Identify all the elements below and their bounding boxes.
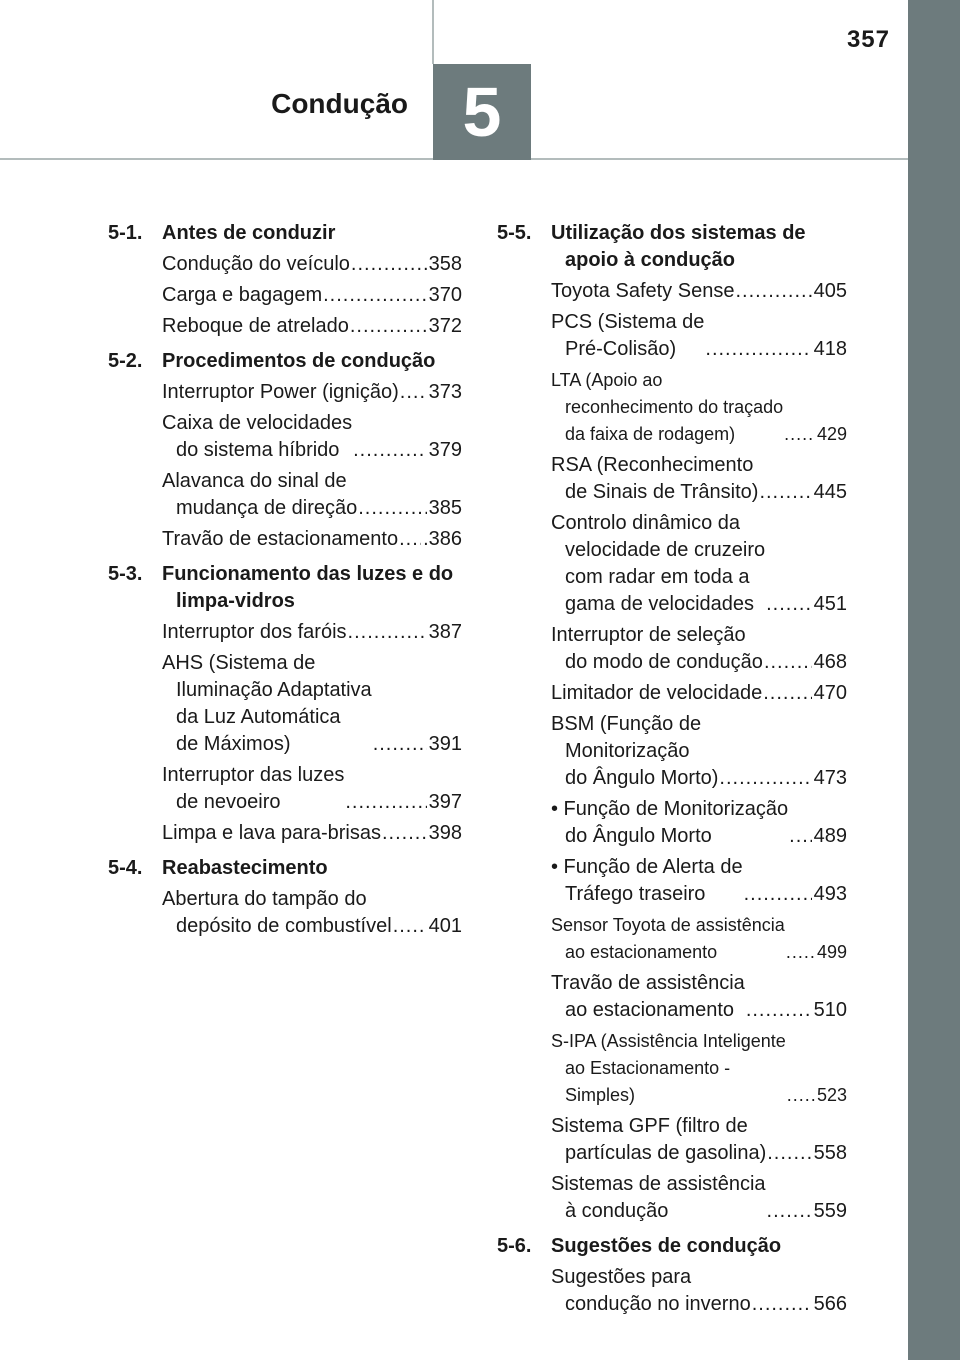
toc-entry-page: 558 bbox=[813, 1142, 847, 1164]
toc-entry-page: .386 bbox=[423, 528, 462, 550]
toc-entry[interactable] bbox=[108, 820, 462, 847]
toc-entry-page: 358 bbox=[428, 253, 462, 275]
dot-leader bbox=[752, 1291, 812, 1318]
toc-entry-page: 468 bbox=[813, 651, 847, 673]
toc-entry-title: Caixa de velocidades do sistema híbrido bbox=[162, 412, 353, 461]
toc-entry[interactable] bbox=[497, 1113, 847, 1167]
section-title: Utilização dos sistemas de apoio à condução bbox=[551, 222, 806, 271]
toc-entry-title: Limpa e lava para-brisas bbox=[162, 822, 381, 844]
section-number: 5-1. bbox=[108, 222, 143, 244]
toc-entry-title: Carga e bagagem bbox=[162, 284, 323, 306]
dot-leader bbox=[746, 997, 812, 1024]
toc-entry-title: Interruptor das luzes de nevoeiro bbox=[162, 764, 345, 813]
toc-entry[interactable] bbox=[108, 379, 462, 406]
toc-entry-title: Toyota Safety Sense bbox=[551, 280, 735, 302]
toc-entry-title: Travão de assistência ao estacionamento bbox=[551, 972, 745, 1021]
toc-entry[interactable] bbox=[108, 251, 462, 278]
toc-entry-title: BSM (Função de Monitorização do Ângulo Morto) bbox=[551, 713, 719, 789]
toc-entry[interactable] bbox=[108, 526, 462, 553]
section-number: 5-3. bbox=[108, 563, 143, 585]
dot-leader bbox=[735, 278, 811, 305]
toc-entry-page: 559 bbox=[813, 1200, 847, 1222]
dot-leader bbox=[767, 1140, 811, 1167]
toc-entry-page: 510 bbox=[813, 999, 847, 1021]
dot-leader bbox=[759, 479, 811, 506]
dot-leader bbox=[351, 251, 427, 278]
toc-entry[interactable] bbox=[497, 452, 847, 506]
dot-leader bbox=[763, 680, 811, 707]
dot-leader bbox=[767, 1198, 812, 1225]
toc-entry[interactable] bbox=[497, 278, 847, 305]
section-number: 5-2. bbox=[108, 350, 143, 372]
toc-entry-title: • Função de Monitorização do Ângulo Morto bbox=[551, 798, 789, 847]
toc-entry[interactable] bbox=[497, 1264, 847, 1318]
toc-entry-title: Alavanca do sinal de mudança de direção bbox=[162, 470, 358, 519]
toc-entry-title: LTA (Apoio ao reconhecimento do traçado da faixa de rodagem) bbox=[551, 370, 784, 444]
toc-entry[interactable] bbox=[108, 313, 462, 340]
dot-leader bbox=[373, 731, 427, 758]
dot-leader bbox=[382, 820, 427, 847]
toc-entry[interactable] bbox=[497, 367, 847, 448]
section-title: Sugestões de condução bbox=[551, 1235, 782, 1257]
dot-leader bbox=[358, 495, 426, 522]
toc-entry[interactable] bbox=[108, 468, 462, 522]
section-title: Antes de conduzir bbox=[162, 222, 336, 244]
toc-entry-page: 397 bbox=[428, 791, 462, 813]
toc-entry-title: Interruptor de seleção do modo de condução bbox=[551, 624, 763, 673]
toc-entry-page: 385 bbox=[428, 497, 462, 519]
toc-entry-page: 405 bbox=[813, 280, 847, 302]
dot-leader bbox=[348, 619, 427, 646]
toc-entry[interactable] bbox=[108, 619, 462, 646]
toc-right-column bbox=[497, 220, 847, 1322]
chapter-number-box: 5 bbox=[433, 64, 531, 160]
toc-entry-page: 493 bbox=[813, 883, 847, 905]
section-number: 5-6. bbox=[497, 1235, 532, 1257]
toc-entry-title: Travão de estacionamento bbox=[162, 528, 399, 550]
toc-entry-page: 391 bbox=[428, 733, 462, 755]
toc-left-column bbox=[108, 220, 462, 944]
toc-entry-title: Abertura do tampão do depósito de combustível bbox=[162, 888, 392, 937]
toc-entry[interactable] bbox=[108, 282, 462, 309]
dot-leader bbox=[719, 765, 811, 792]
toc-entry-title: Reboque de atrelado bbox=[162, 315, 349, 337]
toc-entry-page: 398 bbox=[428, 822, 462, 844]
toc-entry-page: 499 bbox=[816, 942, 847, 962]
toc-entry-title: Condução do veículo bbox=[162, 253, 350, 275]
toc-entry-page: 379 bbox=[428, 439, 462, 461]
section-title: Procedimentos de condução bbox=[162, 350, 436, 372]
dot-leader bbox=[323, 282, 427, 309]
dot-leader bbox=[345, 789, 426, 816]
toc-entry[interactable] bbox=[108, 886, 462, 940]
toc-entry[interactable] bbox=[497, 912, 847, 966]
toc-entry[interactable] bbox=[497, 309, 847, 363]
toc-section-heading bbox=[108, 855, 462, 882]
dot-leader bbox=[350, 313, 427, 340]
dot-leader bbox=[787, 1082, 815, 1109]
toc-entry-page: 489 bbox=[813, 825, 847, 847]
toc-entry-page: 372 bbox=[428, 315, 462, 337]
toc-entry[interactable] bbox=[497, 854, 847, 908]
toc-entry[interactable] bbox=[497, 796, 847, 850]
toc-entry-title: Sistemas de assistência à condução bbox=[551, 1173, 766, 1222]
toc-section-heading bbox=[108, 220, 462, 247]
toc-section-heading bbox=[497, 220, 847, 274]
toc-entry-title: Sugestões para condução no inverno bbox=[551, 1266, 751, 1315]
section-title: Funcionamento das luzes e do limpa-vidros bbox=[162, 563, 454, 612]
toc-entry-title: Sistema GPF (filtro de partículas de gasolina) bbox=[551, 1115, 767, 1164]
toc-entry[interactable] bbox=[108, 650, 462, 758]
dot-leader bbox=[353, 437, 427, 464]
toc-entry-title: Controlo dinâmico da velocidade de cruzeiro com radar em toda a gama de velocidades bbox=[551, 512, 766, 615]
dot-leader bbox=[399, 526, 421, 553]
toc-entry-title: • Função de Alerta de Tráfego traseiro bbox=[551, 856, 743, 905]
toc-entry-page: 473 bbox=[813, 767, 847, 789]
dot-leader bbox=[393, 913, 427, 940]
section-title: Reabastecimento bbox=[162, 857, 328, 879]
toc-entry-page: 429 bbox=[816, 424, 847, 444]
toc-entry[interactable] bbox=[497, 622, 847, 676]
toc-entry-title: Interruptor dos faróis bbox=[162, 621, 347, 643]
chapter-title: Condução bbox=[271, 88, 408, 119]
toc-entry-page: 373 bbox=[428, 381, 462, 403]
toc-entry-title: S-IPA (Assistência Inteligente ao Estacionamento - Simples) bbox=[551, 1031, 786, 1105]
toc-entry-page: 418 bbox=[813, 338, 847, 360]
dot-leader bbox=[789, 823, 811, 850]
dot-leader bbox=[786, 939, 815, 966]
toc-entry-title: Sensor Toyota de assistência ao estacionamento bbox=[551, 915, 785, 962]
toc-section-heading bbox=[108, 348, 462, 375]
toc-entry-title: PCS (Sistema de Pré-Colisão) bbox=[551, 311, 705, 360]
toc-entry[interactable] bbox=[108, 410, 462, 464]
toc-entry-page: 445 bbox=[813, 481, 847, 503]
toc-entry[interactable] bbox=[497, 711, 847, 792]
toc-entry-page: 370 bbox=[428, 284, 462, 306]
dot-leader bbox=[744, 881, 812, 908]
dot-leader bbox=[766, 591, 812, 618]
section-number: 5-5. bbox=[497, 222, 532, 244]
toc-entry-title: RSA (Reconhecimento de Sinais de Trânsito) bbox=[551, 454, 759, 503]
toc-entry-title: Interruptor Power (ignição) bbox=[162, 381, 399, 403]
toc-entry[interactable] bbox=[497, 510, 847, 618]
toc-section-heading bbox=[108, 561, 462, 615]
page-number: 357 bbox=[846, 26, 890, 53]
toc-entry-page: 401 bbox=[428, 915, 462, 937]
toc-section-heading bbox=[497, 1233, 847, 1260]
dot-leader bbox=[764, 649, 812, 676]
toc-entry[interactable] bbox=[108, 762, 462, 816]
chapter-side-tab bbox=[908, 0, 960, 1360]
dot-leader bbox=[705, 336, 811, 363]
dot-leader bbox=[784, 421, 815, 448]
toc-entry[interactable] bbox=[497, 1028, 847, 1109]
toc-entry-page: 523 bbox=[816, 1085, 847, 1105]
toc-entry-title: Limitador de velocidade bbox=[551, 682, 763, 704]
toc-entry-page: 470 bbox=[813, 682, 847, 704]
toc-entry[interactable] bbox=[497, 680, 847, 707]
toc-entry[interactable] bbox=[497, 970, 847, 1024]
header-vertical-divider bbox=[432, 0, 434, 64]
toc-entry-page: 387 bbox=[428, 621, 462, 643]
toc-entry-title: AHS (Sistema de Iluminação Adaptativa da Luz Automática de Máximos) bbox=[162, 652, 372, 755]
toc-entry[interactable] bbox=[497, 1171, 847, 1225]
toc-entry-page: 451 bbox=[813, 593, 847, 615]
section-number: 5-4. bbox=[108, 857, 143, 879]
toc-entry-page: 566 bbox=[813, 1293, 847, 1315]
dot-leader bbox=[400, 379, 427, 406]
